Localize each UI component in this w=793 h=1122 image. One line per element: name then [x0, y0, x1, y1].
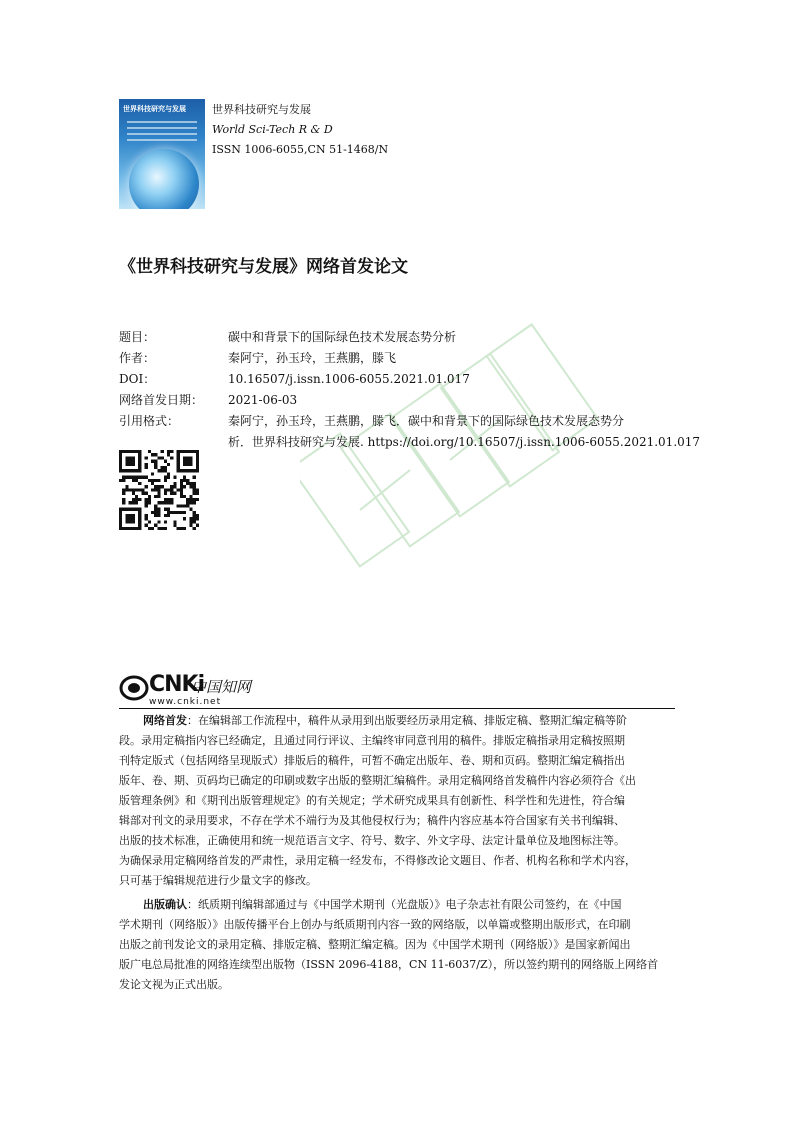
cover-decoration — [127, 121, 197, 145]
journal-info — [212, 100, 388, 160]
cnki-logo-icon — [119, 674, 149, 702]
publication-notes — [119, 711, 675, 995]
note-line — [119, 895, 675, 915]
journal-name-en: World Sci-Tech R & D — [212, 123, 333, 136]
date-row — [119, 390, 679, 411]
journal-cover-image — [119, 99, 205, 209]
cover-title: 世界科技研究与发展 — [123, 105, 186, 113]
cnki-url[interactable]: www.cnki.net — [149, 697, 222, 707]
citation-label: 引用格式： — [119, 414, 180, 428]
note-text: ：在编辑部工作流程中，稿件从录用到出版要经历录用定稿、排版定稿、整期汇编定稿等阶 — [187, 714, 627, 727]
cnki-chinese-name: 中国知网 — [191, 678, 252, 696]
citation-row — [119, 411, 701, 453]
note-line: 版广电总局批准的网络连续型出版物（ISSN 2096-4188，CN 11-6037/Z），所以签约期刊的网络版上网络首 — [119, 958, 659, 971]
page-title: 《世界科技研究与发展》网络首发论文 — [119, 257, 408, 277]
globe-icon — [129, 149, 199, 209]
note-line: 版管理条例》和《期刊出版管理规定》的有关规定；学术研究成果具有创新性、科学性和先进性，符合编 — [119, 794, 625, 807]
doi-label: DOI： — [119, 372, 156, 386]
journal-name-cn: 世界科技研究与发展 — [212, 103, 311, 116]
note-line: 出版之前刊发论文的录用定稿、排版定稿、整期汇编定稿。因为《中国学术期刊（网络版）》是国家新闻出 — [119, 938, 631, 951]
journal-issn: ISSN 1006-6055,CN 51-1468/N — [212, 143, 389, 156]
note-line: 出版的技术标准，正确使用和统一规范语言文字、符号、数字、外文字母、法定计量单位及地图标注等。 — [119, 834, 625, 847]
citation-line: 秦阿宁，孙玉玲，王燕鹏，滕飞．碳中和背景下的国际绿色技术发展态势分 — [228, 414, 625, 428]
note-line: 为确保录用定稿网络首发的严肃性，录用定稿一经发布，不得修改论文题目、作者、机构名称和学术内容， — [119, 854, 636, 867]
doi-value[interactable]: 10.16507/j.issn.1006-6055.2021.01.017 — [228, 372, 470, 386]
citation-value — [228, 411, 701, 453]
authors-row — [119, 348, 679, 369]
note-line: 刊特定版式（包括网络呈现版式）排版后的稿件，可暂不确定出版年、卷、期和页码。整期汇编定稿指出 — [119, 754, 625, 767]
note-line: 发论文视为正式出版。 — [119, 978, 229, 991]
article-title: 碳中和背景下的国际绿色技术发展态势分析 — [228, 330, 457, 344]
title-row — [119, 327, 679, 348]
note-line: 辑部对刊文的录用要求，不存在学术不端行为及其他侵权行为；稿件内容应基本符合国家有关书刊编辑、 — [119, 814, 625, 827]
online-first-heading: 网络首发 — [143, 714, 187, 727]
publication-confirm-heading: 出版确认 — [143, 898, 187, 911]
note-line: 段。录用定稿指内容已经确定，且通过同行评议、主编终审同意刊用的稿件。排版定稿指录用定稿按照期 — [119, 734, 625, 747]
title-label: 题目： — [119, 330, 156, 344]
doi-row — [119, 369, 679, 390]
date-label: 网络首发日期： — [119, 393, 204, 407]
note-line: 只可基于编辑规范进行少量文字的修改。 — [119, 874, 317, 887]
authors-label: 作者： — [119, 351, 156, 365]
article-metadata — [119, 327, 701, 453]
cnki-logo — [119, 672, 279, 708]
note-line: 版年、卷、期、页码均已确定的印刷或数字出版的整期汇编稿件。录用定稿网络首发稿件内容必须符合《出 — [119, 774, 636, 787]
cnki-wordmark: CNKi — [149, 672, 205, 697]
date-value: 2021-06-03 — [228, 393, 298, 407]
note-line: 学术期刊（网络版）》出版传播平台上创办与纸质期刊内容一致的网络版，以单篇或整期出版形式，在印刷 — [119, 918, 631, 931]
citation-line[interactable]: 析．世界科技研究与发展. https://doi.org/10.16507/j.issn.1006-6055.2021.01.017 — [228, 435, 701, 449]
note-text: ：纸质期刊编辑部通过与《中国学术期刊（光盘版）》电子杂志社有限公司签约，在《中国 — [187, 898, 622, 911]
qr-code[interactable] — [119, 450, 199, 530]
note-line — [119, 711, 675, 731]
divider — [119, 708, 675, 709]
authors-value: 秦阿宁，孙玉玲，王燕鹏，滕飞 — [228, 351, 397, 365]
